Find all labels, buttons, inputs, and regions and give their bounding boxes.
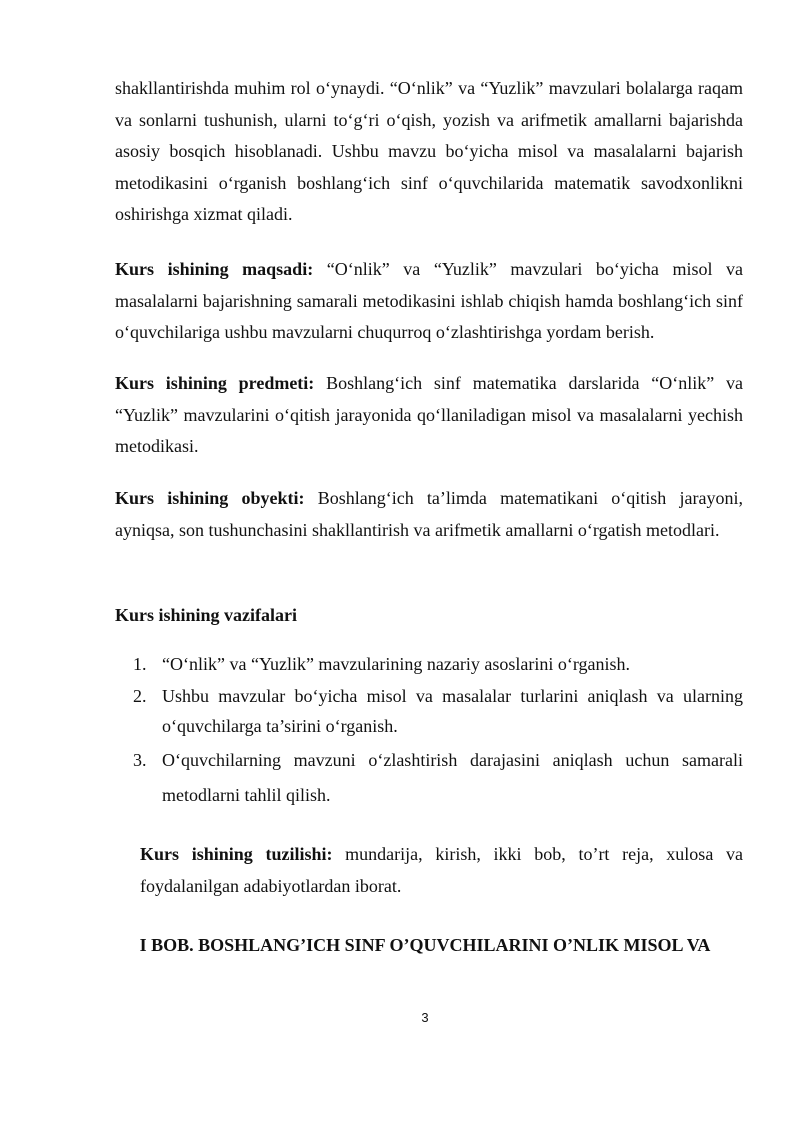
predmet-label: Kurs ishining predmeti: <box>115 373 315 393</box>
list-item-text: Ushbu mavzular bo‘yicha misol va masalalar turlarini aniqlash va ularning o‘quvchilarga ta’sirini o‘rganish. <box>162 685 743 736</box>
list-item-text: “O‘nlik” va “Yuzlik” mavzularining nazariy asoslarini o‘rganish. <box>162 654 631 674</box>
page-number: 3 <box>421 1010 429 1025</box>
list-item <box>115 681 743 742</box>
tuzilish-label: Kurs ishining tuzilishi: <box>140 844 333 864</box>
list-item-number: 2. <box>133 685 147 706</box>
obyekt-paragraph <box>115 483 743 546</box>
maqsad-paragraph <box>115 254 743 349</box>
obyekt-label: Kurs ishining obyekti: <box>115 488 305 508</box>
chapter-heading: I BOB. BOSHLANG’ICH SINF O’QUVCHILARINI O’NLIK MISOL VA <box>139 935 711 955</box>
obyekt-text: Boshlang‘ich ta’limda matematikani o‘qitish jarayoni, ayniqsa, son tushunchasini shakllantirish va arifmetik amallarni o‘rgatish metodlari. <box>115 488 744 540</box>
intro-paragraph: shakllantirishda muhim rol o‘ynaydi. “O‘nlik” va “Yuzlik” mavzulari bolalarga raqam va sonlarni tushunish, ularni to‘g‘ri o‘qish, yozish va arifmetik amallarni bajarishda asosiy bosqich hisoblanadi. Ushbu mavzu bo‘yicha misol va masalalarni bajarish metodikasini o‘rganish boshlang‘ich sinf o‘quvchilarida matematik savodxonlikni oshirishga xizmat qiladi. <box>115 78 743 224</box>
predmet-paragraph <box>115 368 743 463</box>
list-item <box>115 743 743 813</box>
list-item <box>115 649 743 680</box>
tuzilish-paragraph <box>140 839 743 902</box>
vazifalar-heading: Kurs ishining vazifalari <box>115 605 298 625</box>
list-item-text: O‘quvchilarning mavzuni o‘zlashtirish darajasini aniqlash uchun samarali metodlarni tahlil qilish. <box>162 749 743 805</box>
tuzilish-text: mundarija, kirish, ikki bob, to’rt reja, xulosa va foydalanilgan adabiyotlardan iborat. <box>140 844 743 896</box>
maqsad-label: Kurs ishining maqsadi: <box>115 259 314 279</box>
vazifalar-list <box>115 649 743 814</box>
predmet-text: Boshlang‘ich sinf matematika darslarida “O‘nlik” va “Yuzlik” mavzularini o‘qitish jarayonida qo‘llaniladigan misol va masalalarni yechish metodikasi. <box>115 373 744 456</box>
list-item-number: 1. <box>133 654 147 674</box>
list-item-number: 3. <box>133 749 147 770</box>
maqsad-text: “O‘nlik” va “Yuzlik” mavzulari bo‘yicha misol va masalalarni bajarishning samarali metodikasini ishlab chiqish hamda boshlang‘ich sinf o‘quvchilariga ushbu mavzularni chuqurroq o‘zlashtirishga yordam berish. <box>115 259 743 342</box>
